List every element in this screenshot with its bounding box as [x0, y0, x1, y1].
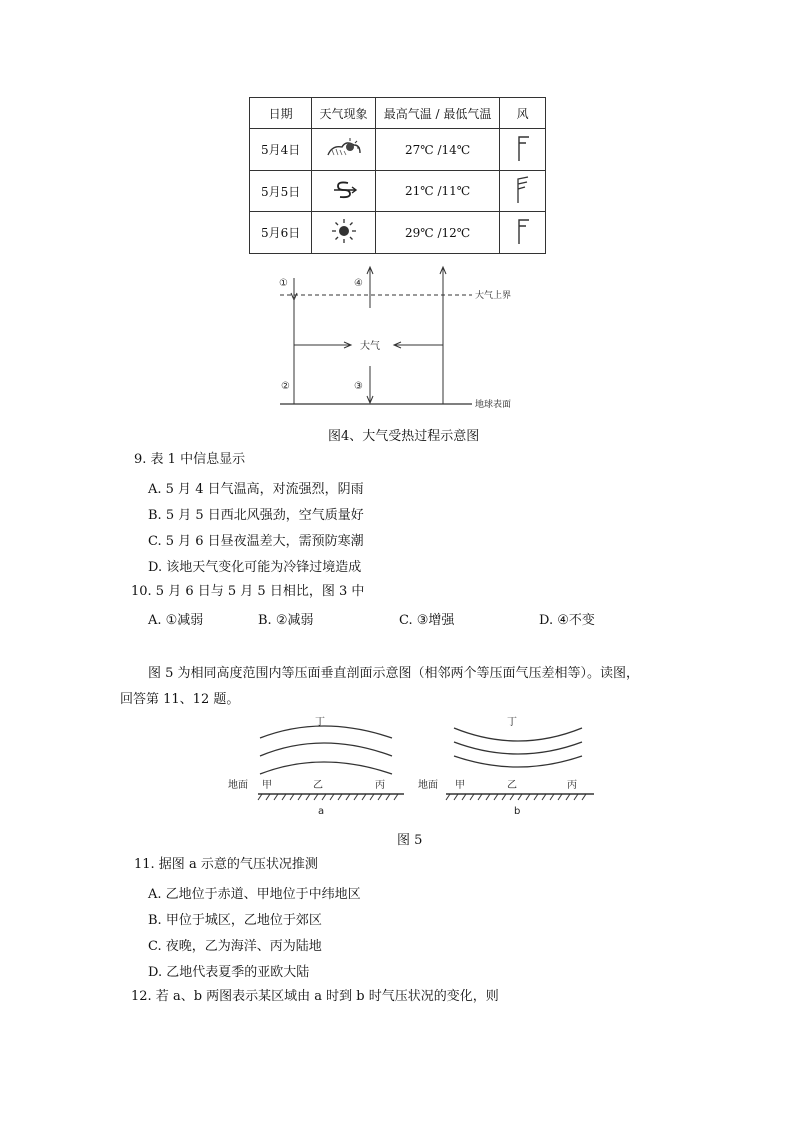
cell-date: 5月6日	[250, 212, 312, 254]
q11-option-d: D. 乙地代表夏季的亚欧大陆	[148, 965, 310, 980]
a-label-ground: 地面	[228, 780, 248, 791]
a-name: a	[318, 806, 325, 817]
q10-option-a: A. ①减弱	[148, 613, 204, 628]
q12-stem: 12. 若 a、b 两图表示某区域由 a 时到 b 时气压状况的变化，则	[131, 989, 499, 1004]
q11-stem: 11. 据图 a 示意的气压状况推测	[134, 857, 318, 872]
weather-table	[249, 97, 546, 254]
q10-stem: 10. 5 月 6 日与 5 月 5 日相比，图 3 中	[131, 584, 365, 599]
cell-temp: 29℃ /12℃	[375, 212, 500, 254]
a-label-yi: 乙	[313, 780, 323, 791]
q10-option-d: D. ④不变	[539, 613, 595, 628]
table-row	[250, 212, 546, 254]
a-label-jia: 甲	[262, 780, 272, 791]
wind-barb-icon	[500, 129, 546, 171]
b-label-yi: 乙	[507, 780, 517, 791]
q9-option-c: C. 5 月 6 日昼夜温差大，需预防寒潮	[148, 534, 364, 549]
label-c4: ④	[354, 278, 363, 289]
q11-option-a: A. 乙地位于赤道、甲地位于中纬地区	[148, 887, 361, 902]
isobaric-surface-diagram	[222, 708, 602, 820]
table-row	[250, 129, 546, 171]
b-name: b	[514, 806, 521, 817]
cell-temp: 21℃ /11℃	[375, 170, 500, 212]
cell-date: 5月5日	[250, 170, 312, 212]
table-row	[250, 170, 546, 212]
a-label-ding: 丁	[315, 717, 325, 728]
sunny-icon	[312, 212, 376, 254]
label-atmosphere: 大气	[360, 341, 380, 352]
label-c3: ③	[354, 381, 363, 392]
label-c2: ②	[281, 381, 290, 392]
q10-option-b: B. ②减弱	[258, 613, 314, 628]
wind-barb-strong-icon	[500, 170, 546, 212]
b-label-ground: 地面	[418, 780, 438, 791]
a-label-bing: 丙	[375, 780, 385, 791]
b-label-ding: 丁	[507, 717, 517, 728]
wind-barb-icon	[500, 212, 546, 254]
header-date: 日期	[250, 98, 312, 129]
b-label-bing: 丙	[567, 780, 577, 791]
header-temp: 最高气温 / 最低气温	[375, 98, 500, 129]
diagram-b	[418, 716, 594, 817]
cell-date: 5月4日	[250, 129, 312, 171]
q11-option-c: C. 夜晚，乙为海洋、丙为陆地	[148, 939, 322, 954]
q9-option-b: B. 5 月 5 日西北风强劲，空气质量好	[148, 508, 364, 523]
intro-line-2: 回答第 11、12 题。	[120, 692, 240, 707]
cell-temp: 27℃ /14℃	[375, 129, 500, 171]
fig5-caption: 图 5	[397, 833, 423, 848]
q11-option-b: B. 甲位于城区，乙地位于郊区	[148, 913, 322, 928]
header-wind: 风	[500, 98, 546, 129]
label-top-boundary: 大气上界	[475, 291, 512, 301]
q9-stem: 9. 表 1 中信息显示	[134, 452, 246, 467]
q10-option-c: C. ③增强	[399, 613, 455, 628]
sandstorm-icon	[312, 170, 376, 212]
label-surface: 地球表面	[475, 400, 512, 410]
b-label-jia: 甲	[455, 780, 465, 791]
diagram-a	[228, 716, 404, 817]
header-weather: 天气现象	[312, 98, 376, 129]
q9-option-d: D. 该地天气变化可能为冷锋过境造成	[148, 560, 362, 575]
fig4-caption: 图4、大气受热过程示意图	[328, 429, 480, 444]
cloudy-sun-rain-icon	[312, 129, 376, 171]
label-c1: ①	[279, 278, 288, 289]
atmosphere-heating-diagram	[270, 258, 540, 418]
q9-option-a: A. 5 月 4 日气温高，对流强烈，阴雨	[148, 482, 364, 497]
intro-line-1: 图 5 为相同高度范围内等压面垂直剖面示意图（相邻两个等压面气压差相等）。读图，	[148, 666, 640, 681]
table-header-row	[250, 98, 546, 129]
